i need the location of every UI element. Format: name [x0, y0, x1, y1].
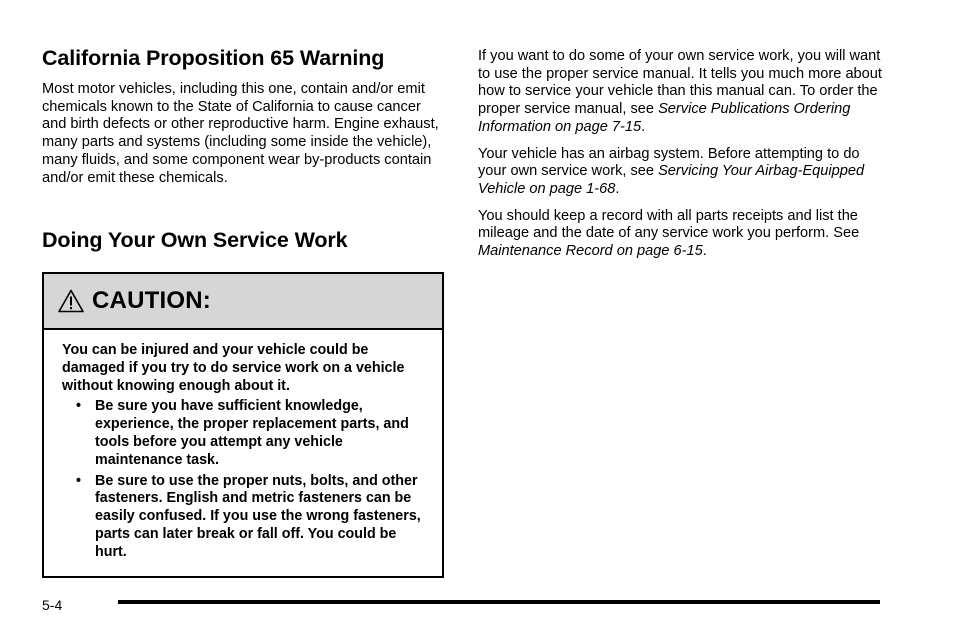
- warning-triangle-icon: [58, 289, 84, 313]
- caution-bullet-text: Be sure you have sufficient knowledge, experience, the proper replacement parts, and tools before you attempt any vehicle maintenance task.: [95, 398, 409, 468]
- paragraph-end: .: [615, 180, 620, 197]
- caution-bullet-text: Be sure to use the proper nuts, bolts, and other fasteners. English and metric fasteners can be easily confused. If you use the wrong fasteners, parts can later break or fall off. You could be hurt.: [95, 472, 421, 560]
- caution-bullet: [62, 398, 426, 469]
- heading-service-work: Doing Your Own Service Work: [42, 228, 348, 252]
- paragraph-end: .: [702, 243, 707, 260]
- service-manual-paragraph: [478, 48, 888, 137]
- caution-header: [44, 274, 442, 330]
- caution-intro: You can be injured and your vehicle could be damaged if you try to do service work on a vehicle without knowing enough about it.: [62, 342, 405, 394]
- caution-body: [44, 330, 442, 562]
- bullet-dot-icon: •: [76, 398, 82, 415]
- caution-bullet: [62, 473, 426, 562]
- prop65-warning-text: Most motor vehicles, including this one, contain and/or emit chemicals known to the State of California to cause cancer and birth defects or other reproductive harm. Engine exhaust, many parts and systems (including some inside the vehicle), many fluids, and some component wear by-products contain and/or emit these chemicals.: [42, 81, 439, 186]
- paragraph-text: Your vehicle has an airbag system. Before attempting to do your own service work, see: [478, 145, 860, 180]
- caution-box: [42, 272, 444, 578]
- paragraph-text: If you want to do some of your own service work, you will want to use the proper service manual. It tells you much more about how to service your vehicle than this manual can. To order the proper service manual, see: [478, 48, 882, 118]
- record-paragraph: [478, 208, 888, 261]
- paragraph-end: .: [641, 118, 646, 135]
- caution-title: CAUTION:: [92, 287, 211, 314]
- footer-rule: [118, 600, 880, 604]
- airbag-paragraph: [478, 146, 888, 199]
- left-column: [42, 44, 444, 187]
- bullet-dot-icon: •: [76, 472, 82, 489]
- cross-reference: Maintenance Record on page 6-15: [478, 243, 703, 260]
- cross-reference: Service Publications Ordering Information on page 7-15: [478, 101, 851, 135]
- heading-prop65-warning: California Proposition 65 Warning: [42, 46, 385, 70]
- page-number: 5-4: [42, 597, 63, 613]
- paragraph-text: You should keep a record with all parts receipts and list the mileage and the date of any service work you perform. See: [478, 207, 860, 242]
- right-column: [478, 48, 888, 261]
- cross-reference: Servicing Your Airbag-Equipped Vehicle on page 1-68: [478, 163, 865, 197]
